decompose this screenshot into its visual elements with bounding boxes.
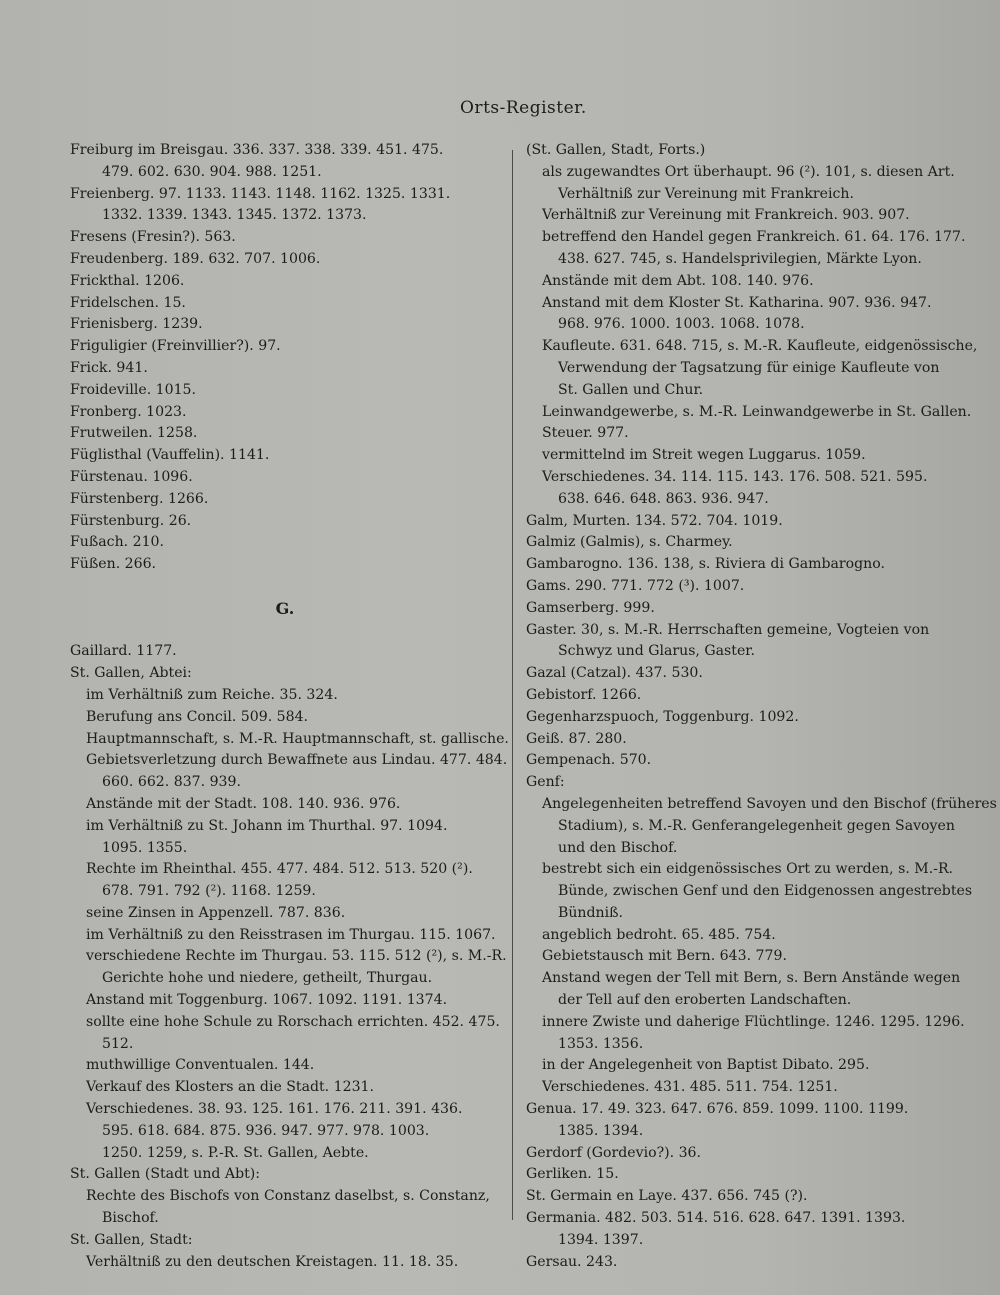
index-entry-line: Gerdorf (Gordevio?). 36. [526,1144,702,1161]
right-column [526,140,997,1273]
index-entry-line: Fridelschen. 15. [70,294,186,311]
index-entry-line: St. Gallen und Chur. [558,381,704,398]
index-entry-line: bestrebt sich ein eidgenössisches Ort zu werden, s. M.-R. [542,861,954,878]
index-entry-line: Steuer. 977. [542,425,629,442]
index-entry-line: Friguligier (Freinvillier?). 97. [70,338,281,355]
index-entry-line: in der Angelegenheit von Baptist Dibato. 295. [542,1057,870,1074]
index-entry-line: Freienberg. 97. 1133. 1143. 1148. 1162. 1325. 1331. [70,185,451,202]
index-entry-line: Fußach. 210. [70,534,164,551]
index-entry-line: 512. [102,1035,134,1052]
index-entry-line: Leinwandgewerbe, s. M.-R. Leinwandgewerbe in St. Gallen. [542,403,972,420]
index-entry-line: angeblich bedroht. 65. 485. 754. [542,926,776,943]
index-entry-line: Fronberg. 1023. [70,403,187,420]
index-entry-line: 1353. 1356. [558,1035,644,1052]
index-entry-line: betreffend den Handel gegen Frankreich. 61. 64. 176. 177. [542,229,966,246]
index-entry-line: 1095. 1355. [102,839,188,856]
index-entry-line: Verschiedenes. 34. 114. 115. 143. 176. 508. 521. 595. [542,468,928,485]
index-entry-line: im Verhältniß zu St. Johann im Thurthal. 97. 1094. [86,817,448,834]
index-entry-line: Rechte im Rheinthal. 455. 477. 484. 512. 513. 520 (²). [86,861,473,878]
index-entry-line: Anstand wegen der Tell mit Bern, s. Bern Anstände wegen [542,970,961,987]
index-entry-line: Fürstenburg. 26. [70,512,192,529]
index-entry-line: 678. 791. 792 (²). 1168. 1259. [102,883,316,900]
index-entry-line: Galmiz (Galmis), s. Charmey. [526,534,733,551]
index-entry-line: Verwendung der Tagsatzung für einige Kaufleute von [558,359,940,376]
index-entry-line: Gebietstausch mit Bern. 643. 779. [542,948,787,965]
index-entry-line: Verhältniß zur Vereinung mit Frankreich. [558,185,854,202]
index-entry-line: Hauptmannschaft, s. M.-R. Hauptmannschaft, st. gallische. [86,730,509,747]
index-entry-line: Bündniß. [558,904,624,921]
index-entry-line: St. Gallen, Abtei: [70,665,192,682]
index-entry-line: Bünde, zwischen Genf und den Eidgenossen angestrebtes [558,883,973,900]
index-entry-line: Füßen. 266. [70,556,157,573]
index-entry-line: seine Zinsen in Appenzell. 787. 836. [86,904,346,921]
index-entry-line: 479. 602. 630. 904. 988. 1251. [102,163,322,180]
index-entry-line: Gersau. 243. [526,1253,618,1270]
index-entry-line: Anstände mit dem Abt. 108. 140. 976. [542,272,814,289]
index-entry-line: 1394. 1397. [558,1231,644,1248]
index-entry-line: Fresens (Fresin?). 563. [70,229,236,246]
index-entry-line: innere Zwiste und daherige Flüchtlinge. 1246. 1295. 1296. [542,1013,965,1030]
index-entry-line: Geiß. 87. 280. [526,730,627,747]
index-entry-line: Gerliken. 15. [526,1166,619,1183]
index-entry-line: Verhältniß zur Vereinung mit Frankreich. 903. 907. [542,207,910,224]
index-entry-line: Verschiedenes. 431. 485. 511. 754. 1251. [542,1079,838,1096]
index-entry-line: Gaillard. 1177. [70,643,177,660]
index-entry-line: Gerichte hohe und niedere, getheilt, Thurgau. [102,970,433,987]
page-header: Orts-Register. [460,98,587,118]
index-entry-line: Freiburg im Breisgau. 336. 337. 338. 339. 451. 475. [70,142,444,158]
index-entry-line: 1332. 1339. 1343. 1345. 1372. 1373. [102,207,367,224]
index-entry-line: und den Bischof. [558,839,678,856]
index-entry-line: Genf: [526,774,565,791]
index-entry-line: Gamserberg. 999. [526,599,655,616]
index-entry-line: Gebietsverletzung durch Bewaffnete aus Lindau. 477. 484. [86,752,508,769]
index-entry-line: Gaster. 30, s. M.-R. Herrschaften gemeine, Vogteien von [526,621,930,638]
index-entry-line: muthwillige Conventualen. 144. [86,1057,315,1074]
index-entry-line: 595. 618. 684. 875. 936. 947. 977. 978. 1003. [102,1122,430,1139]
index-entry-line: Frickthal. 1206. [70,272,185,289]
index-entry-line: 1385. 1394. [558,1122,644,1139]
index-entry-line: St. Gallen (Stadt und Abt): [70,1166,261,1183]
index-entry-line: 1250. 1259, s. P.-R. St. Gallen, Aebte. [102,1144,369,1161]
index-entry-line: Frienisberg. 1239. [70,316,203,333]
index-entry-line: als zugewandtes Ort überhaupt. 96 (²). 101, s. diesen Art. [542,163,955,180]
index-entry-line: verschiedene Rechte im Thurgau. 53. 115. 512 (²), s. M.-R. [86,948,507,965]
index-entry-line: Füglisthal (Vauffelin). 1141. [70,447,270,464]
index-entry-line: Gazal (Catzal). 437. 530. [526,665,703,682]
index-entry-line: Verkauf des Klosters an die Stadt. 1231. [86,1079,374,1096]
index-entry-line: 660. 662. 837. 939. [102,774,241,791]
index-entry-line: Schwyz und Glarus, Gaster. [558,643,755,660]
column-divider [512,150,513,1220]
index-entry-line: Gams. 290. 771. 772 (³). 1007. [526,577,745,594]
index-entry-line: der Tell auf den eroberten Landschaften. [558,992,852,1009]
index-entry-line: im Verhältniß zum Reiche. 35. 324. [86,686,338,703]
index-entry-line: Frutweilen. 1258. [70,425,198,442]
index-entry-line: Anstände mit der Stadt. 108. 140. 936. 976. [86,795,401,812]
index-entry-line: St. Germain en Laye. 437. 656. 745 (?). [526,1188,808,1205]
section-heading: G. [275,598,295,618]
blank-line [70,620,500,642]
index-entry-line: 968. 976. 1000. 1003. 1068. 1078. [558,316,805,333]
index-entry-line: Berufung ans Concil. 509. 584. [86,708,309,725]
index-entry-line: sollte eine hohe Schule zu Rorschach errichten. 452. 475. [86,1013,500,1030]
index-entry-line: 638. 646. 648. 863. 936. 947. [558,490,769,507]
index-entry-line: (St. Gallen, Stadt, Forts.) [526,142,706,158]
index-entry-line: Gebistorf. 1266. [526,686,642,703]
index-entry-line: 438. 627. 745, s. Handelsprivilegien, Märkte Lyon. [558,250,922,267]
index-entry-line: Germania. 482. 503. 514. 516. 628. 647. 1391. 1393. [526,1210,906,1227]
index-entry-line: im Verhältniß zu den Reisstrasen im Thurgau. 115. 1067. [86,926,496,943]
index-entry-line: Frick. 941. [70,359,148,376]
index-entry-line: Gambarogno. 136. 138, s. Riviera di Gambarogno. [526,556,885,573]
index-entry-line: Gempenach. 570. [526,752,652,769]
index-entry-line: St. Gallen, Stadt: [70,1231,193,1248]
blank-line [70,576,500,598]
index-entry-line: Angelegenheiten betreffend Savoyen und den Bischof (früheres [542,795,997,812]
index-entry-line: Galm, Murten. 134. 572. 704. 1019. [526,512,783,529]
index-entry-line: Stadium), s. M.-R. Genferangelegenheit gegen Savoyen [558,817,955,834]
index-entry-line: Freudenberg. 189. 632. 707. 1006. [70,250,321,267]
index-entry-line: Fürstenau. 1096. [70,468,193,485]
index-entry-line: Rechte des Bischofs von Constanz daselbst, s. Constanz, [86,1188,490,1205]
index-entry-line: Anstand mit dem Kloster St. Katharina. 907. 936. 947. [542,294,932,311]
index-entry-line: Bischof. [102,1210,159,1227]
index-entry-line: Fürstenberg. 1266. [70,490,209,507]
left-column [70,140,509,1273]
index-entry-line: Verhältniß zu den deutschen Kreistagen. 11. 18. 35. [86,1253,459,1270]
index-entry-line: Anstand mit Toggenburg. 1067. 1092. 1191. 1374. [86,992,448,1009]
index-entry-line: Verschiedenes. 38. 93. 125. 161. 176. 211. 391. 436. [86,1101,463,1118]
index-entry-line: vermittelnd im Streit wegen Luggarus. 1059. [542,447,866,464]
index-entry-line: Kaufleute. 631. 648. 715, s. M.-R. Kaufleute, eidgenössische, [542,338,978,355]
index-entry-line: Froideville. 1015. [70,381,197,398]
index-entry-line: Genua. 17. 49. 323. 647. 676. 859. 1099. 1100. 1199. [526,1101,909,1118]
index-entry-line: Gegenharzspuoch, Toggenburg. 1092. [526,708,799,725]
